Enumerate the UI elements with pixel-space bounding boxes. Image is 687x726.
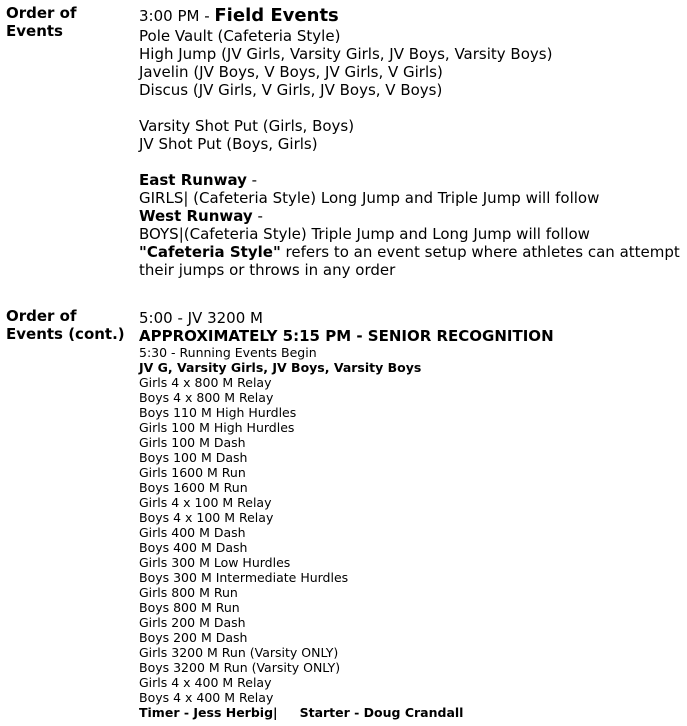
cafeteria-style-term: "Cafeteria Style" — [139, 243, 281, 261]
running-event-item: Boys 300 M Intermediate Hurdles — [139, 570, 349, 585]
running-event-item: Girls 4 x 400 M Relay — [139, 675, 272, 690]
field-event-line: High Jump (JV Girls, Varsity Girls, JV Boys, Varsity Boys) — [139, 45, 553, 63]
west-runway-text: BOYS|(Cafeteria Style) Triple Jump and Long Jump will follow — [139, 225, 590, 243]
running-event-item: Girls 4 x 100 M Relay — [139, 495, 272, 510]
section1-label — [6, 4, 77, 40]
running-event-list — [139, 375, 684, 705]
east-runway-text: GIRLS| (Cafeteria Style) Long Jump and Triple Jump will follow — [139, 189, 600, 207]
field-event-line: Discus (JV Girls, V Girls, JV Boys, V Boys) — [139, 81, 443, 99]
running-groups: JV G, Varsity Girls, JV Boys, Varsity Boys — [139, 360, 422, 375]
running-event-item: Girls 1600 M Run — [139, 465, 246, 480]
running-event-item: Girls 200 M Dash — [139, 615, 246, 630]
running-event-item: Boys 110 M High Hurdles — [139, 405, 297, 420]
east-runway-heading — [139, 171, 684, 189]
section2-content — [139, 309, 684, 720]
cafeteria-style-note — [139, 243, 684, 279]
running-event-item: Boys 4 x 100 M Relay — [139, 510, 274, 525]
field-events-time: 3:00 PM - — [139, 7, 215, 25]
section2-label-line2: Events (cont.) — [6, 325, 125, 343]
running-events-begin: 5:30 - Running Events Begin — [139, 345, 317, 360]
jv-3200-line: 5:00 - JV 3200 M — [139, 309, 263, 327]
running-event-item: Girls 4 x 800 M Relay — [139, 375, 272, 390]
running-event-item: Boys 1600 M Run — [139, 480, 248, 495]
running-event-item: Boys 4 x 800 M Relay — [139, 390, 274, 405]
running-event-item: Boys 200 M Dash — [139, 630, 248, 645]
shotput-line: Varsity Shot Put (Girls, Boys) — [139, 117, 355, 135]
east-runway-title: East Runway — [139, 171, 247, 189]
section1-content — [139, 5, 684, 279]
running-event-item: Girls 100 M Dash — [139, 435, 246, 450]
senior-recognition-line: APPROXIMATELY 5:15 PM - SENIOR RECOGNITION — [139, 327, 554, 345]
west-runway-title: West Runway — [139, 207, 253, 225]
west-runway-suffix: - — [252, 207, 263, 225]
starter-name: Starter - Doug Crandall — [299, 705, 464, 720]
section2-label — [6, 307, 125, 343]
section1-label-line1: Order of — [6, 4, 77, 22]
field-event-line: Pole Vault (Cafeteria Style) — [139, 27, 341, 45]
field-event-line: Javelin (JV Boys, V Boys, JV Girls, V Girls) — [139, 63, 443, 81]
running-event-item: Boys 800 M Run — [139, 600, 240, 615]
field-events-heading — [139, 5, 684, 27]
field-events-title: Field Events — [214, 5, 339, 26]
east-runway-suffix: - — [246, 171, 258, 189]
running-event-item: Boys 400 M Dash — [139, 540, 248, 555]
running-event-item: Boys 4 x 400 M Relay — [139, 690, 274, 705]
west-runway-heading — [139, 207, 684, 225]
section1-label-line2: Events — [6, 22, 63, 40]
running-event-item: Girls 800 M Run — [139, 585, 238, 600]
officials-line — [139, 705, 684, 720]
running-event-item: Girls 100 M High Hurdles — [139, 420, 295, 435]
cafeteria-style-definition: refers to an event setup where athletes can attempt their jumps or throws in any order — [139, 243, 680, 279]
running-event-item: Girls 300 M Low Hurdles — [139, 555, 291, 570]
section2-label-line1: Order of — [6, 307, 77, 325]
timer-name: Timer - Jess Herbig| — [139, 705, 278, 720]
running-event-item: Girls 400 M Dash — [139, 525, 246, 540]
running-event-item: Boys 3200 M Run (Varsity ONLY) — [139, 660, 341, 675]
running-event-item: Girls 3200 M Run (Varsity ONLY) — [139, 645, 339, 660]
running-event-item: Boys 100 M Dash — [139, 450, 248, 465]
shotput-line: JV Shot Put (Boys, Girls) — [139, 135, 318, 153]
